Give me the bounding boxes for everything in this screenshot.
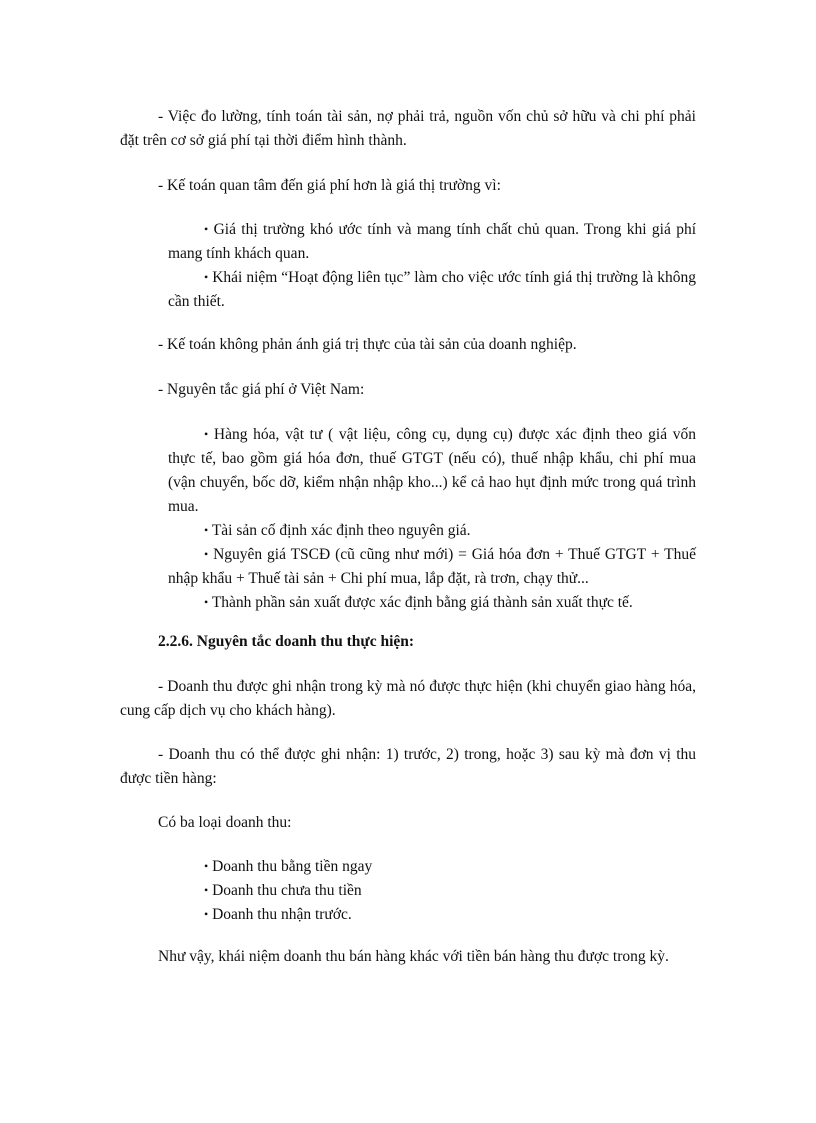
bullet-icon: • bbox=[204, 907, 209, 921]
bullet-icon: • bbox=[204, 859, 209, 873]
paragraph-no-real-value: - Kế toán không phản ánh giá trị thực của tài sản của doanh nghiệp. bbox=[158, 336, 577, 353]
bullet-finished-goods: • Thành phần sản xuất được xác định bằng giá thành sản xuất thực tế. bbox=[204, 594, 633, 611]
paragraph-revenue-timing: - Doanh thu có thể được ghi nhận: 1) trước, 2) trong, hoặc 3) sau kỳ mà đơn vị thu được tiền hàng: bbox=[120, 746, 696, 787]
section-heading: 2.2.6. Nguyên tắc doanh thu thực hiện: bbox=[158, 633, 415, 650]
bullet-goods-materials: • Hàng hóa, vật tư ( vật liệu, công cụ, dụng cụ) được xác định theo giá vốn thực tế, bao gồm giá hóa đơn, thuế GTGT (nếu có), thuế nhập khẩu, chi phí mua (vận chuyển, bốc dỡ, kiểm nhận nhập kho...) kể cả hao hụt định mức trong quá trình mua. bbox=[168, 426, 697, 515]
paragraph-cost-vs-market: - Kế toán quan tâm đến giá phí hơn là giá thị trường vì: bbox=[158, 177, 501, 194]
bullet-uncollected-revenue: • Doanh thu chưa thu tiền bbox=[204, 882, 362, 899]
bullet-icon: • bbox=[204, 595, 209, 609]
bullet-icon: • bbox=[204, 547, 209, 561]
paragraph-measurement: - Việc đo lường, tính toán tài sản, nợ phải trả, nguồn vốn chủ sở hữu và chi phí phải đặt trên cơ sở giá phí tại thời điểm hình thành. bbox=[120, 108, 696, 149]
bullet-icon: • bbox=[204, 523, 209, 537]
bullet-icon: • bbox=[204, 883, 209, 897]
bullet-fixed-asset-cost-formula: • Nguyên giá TSCĐ (cũ cũng như mới) = Giá hóa đơn + Thuế GTGT + Thuế nhập khẩu + Thuế tài sản + Chi phí mua, lắp đặt, rà trơn, chạy thử... bbox=[168, 546, 696, 587]
bullet-prepaid-revenue: • Doanh thu nhận trước. bbox=[204, 906, 352, 923]
bullet-fixed-assets: • Tài sản cố định xác định theo nguyên giá. bbox=[204, 522, 471, 539]
paragraph-vietnam-principle: - Nguyên tắc giá phí ở Việt Nam: bbox=[158, 381, 365, 398]
bullet-market-price-estimate: • Giá thị trường khó ước tính và mang tính chất chủ quan. Trong khi giá phí mang tính khách quan. bbox=[168, 221, 696, 262]
bullet-icon: • bbox=[204, 270, 209, 284]
bullet-icon: • bbox=[204, 427, 209, 441]
bullet-icon: • bbox=[204, 222, 209, 236]
bullet-going-concern: • Khái niệm “Hoạt động liên tục” làm cho việc ước tính giá thị trường là không cần thiết. bbox=[168, 269, 697, 310]
paragraph-conclusion: Như vậy, khái niệm doanh thu bán hàng khác với tiền bán hàng thu được trong kỳ. bbox=[158, 948, 669, 965]
paragraph-revenue-types: Có ba loại doanh thu: bbox=[158, 814, 292, 831]
bullet-cash-revenue: • Doanh thu bằng tiền ngay bbox=[204, 858, 373, 875]
paragraph-revenue-recognition: - Doanh thu được ghi nhận trong kỳ mà nó được thực hiện (khi chuyển giao hàng hóa, cung cấp dịch vụ cho khách hàng). bbox=[120, 678, 696, 719]
